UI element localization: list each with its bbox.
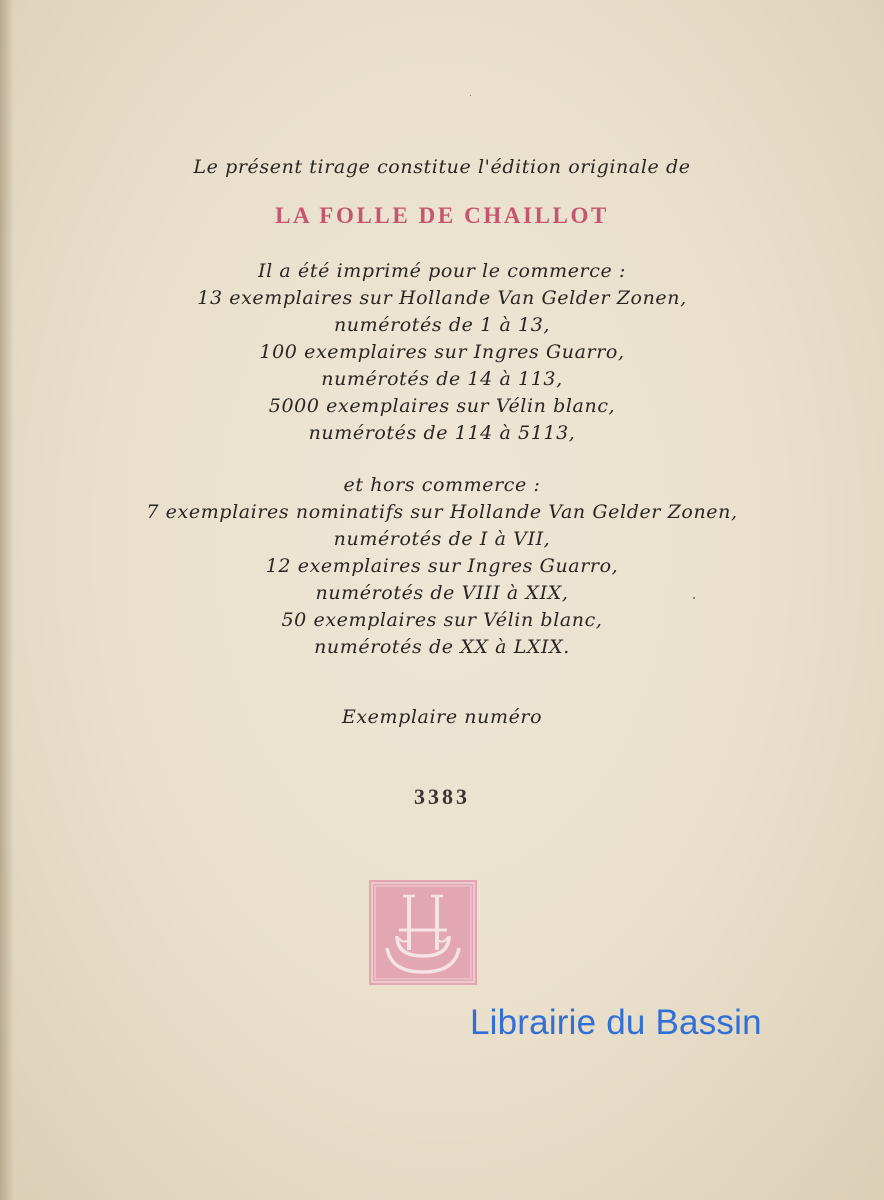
commerce-edition-list xyxy=(0,258,884,447)
hors-commerce-line: numérotés de I à VII, xyxy=(333,528,551,550)
commerce-line: 100 exemplaires sur Ingres Guarro, xyxy=(259,341,625,363)
hors-commerce-edition-list xyxy=(0,472,884,661)
hors-commerce-line: 12 exemplaires sur Ingres Guarro, xyxy=(265,555,619,577)
publisher-monogram-emblem xyxy=(369,880,477,985)
hors-commerce-line: numérotés de VIII à XIX, xyxy=(315,582,569,604)
commerce-line: 5000 exemplaires sur Vélin blanc, xyxy=(268,395,616,417)
edition-intro: Le présent tirage constitue l'édition originale de xyxy=(193,156,691,178)
hors-commerce-line: 50 exemplaires sur Vélin blanc, xyxy=(281,609,603,631)
paper-speck xyxy=(470,95,471,96)
commerce-line: 13 exemplaires sur Hollande Van Gelder Zonen, xyxy=(197,287,687,309)
commerce-line: numérotés de 1 à 13, xyxy=(333,314,551,336)
hors-commerce-line: 7 exemplaires nominatifs sur Hollande Van Gelder Zonen, xyxy=(146,501,738,523)
hors-commerce-line: numérotés de XX à LXIX. xyxy=(314,636,570,658)
commerce-line: numérotés de 114 à 5113, xyxy=(308,422,576,444)
paper-speck xyxy=(693,597,695,599)
exemplaire-label: Exemplaire numéro xyxy=(341,706,543,728)
bookshop-watermark: Librairie du Bassin xyxy=(470,1003,762,1042)
book-title: LA FOLLE DE CHAILLOT xyxy=(275,203,609,228)
commerce-line: numérotés de 14 à 113, xyxy=(321,368,563,390)
exemplaire-number: 3383 xyxy=(414,784,470,809)
hors-commerce-heading: et hors commerce : xyxy=(343,474,541,496)
commerce-heading: Il a été imprimé pour le commerce : xyxy=(258,260,626,282)
